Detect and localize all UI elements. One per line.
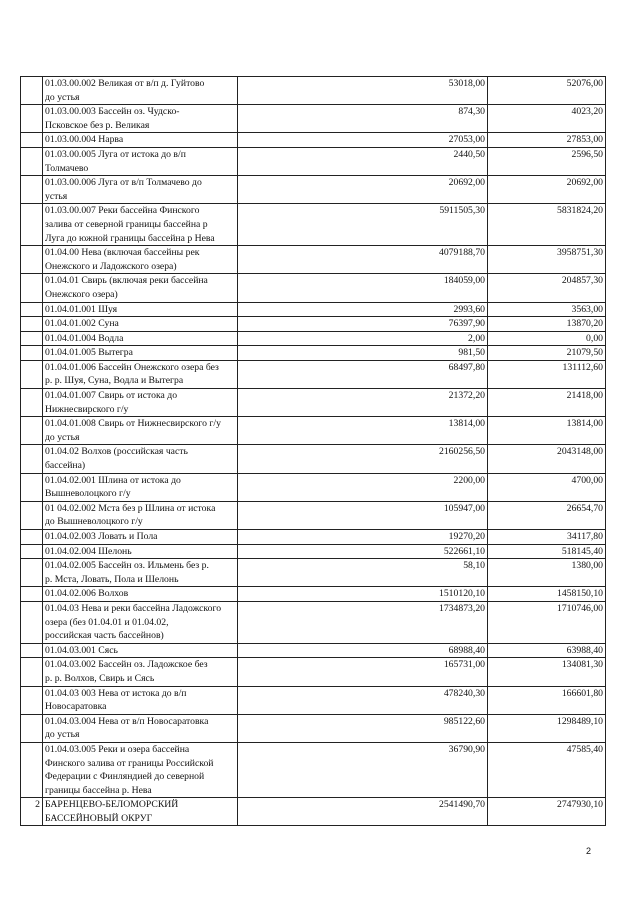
row-number (21, 686, 43, 714)
value-column-2: 20692,00 (488, 176, 606, 204)
table-row (21, 643, 606, 658)
value-column-2: 1380,00 (488, 559, 606, 587)
table-row (21, 473, 606, 501)
basin-name-line: 01.04.02.006 Волхов (45, 588, 129, 600)
value-column-1: 5911505,30 (238, 204, 488, 246)
row-number (21, 176, 43, 204)
basin-name-line: 01.04.00 Нева (включая бассейны рек (45, 247, 200, 259)
value-column-2: 5831824,20 (488, 204, 606, 246)
value-column-1: 981,50 (238, 346, 488, 361)
value-column-2: 3958751,30 (488, 246, 606, 274)
row-number (21, 445, 43, 473)
basin-name-cell (43, 798, 238, 826)
basin-name-line: Толмачево (45, 162, 89, 174)
basin-name-cell (43, 105, 238, 133)
document-sheet (20, 76, 605, 826)
table-row (21, 204, 606, 246)
value-column-2: 1298489,10 (488, 714, 606, 742)
value-column-2: 1458150,10 (488, 587, 606, 602)
basin-name-cell (43, 389, 238, 417)
table-row (21, 133, 606, 148)
basin-name-cell (43, 360, 238, 388)
basin-name-line: до Вышневолоцкого г/у (45, 516, 143, 528)
row-number (21, 473, 43, 501)
basin-name-line: 01 04.02.002 Мста без р Шлина от истока (45, 502, 216, 514)
table-row (21, 742, 606, 797)
row-number (21, 643, 43, 658)
value-column-2: 2596,50 (488, 147, 606, 175)
basin-name-line: Псковское без р. Великая (45, 119, 150, 131)
basin-name-cell (43, 530, 238, 545)
value-column-2: 27853,00 (488, 133, 606, 148)
basin-name-cell (43, 176, 238, 204)
row-number (21, 658, 43, 686)
value-column-2: 47585,40 (488, 742, 606, 797)
value-column-1: 58,10 (238, 559, 488, 587)
value-column-1: 522661,10 (238, 544, 488, 559)
row-number (21, 133, 43, 148)
row-number (21, 346, 43, 361)
water-balance-table (20, 76, 606, 826)
row-number (21, 601, 43, 643)
value-column-2: 52076,00 (488, 77, 606, 105)
table-row (21, 331, 606, 346)
value-column-2: 21079,50 (488, 346, 606, 361)
value-column-2: 131112,60 (488, 360, 606, 388)
basin-name-line: 01.03.00.003 Бассейн оз. Чудско- (45, 106, 180, 118)
basin-name-line: устья (45, 190, 68, 202)
row-number (21, 274, 43, 302)
row-number (21, 417, 43, 445)
basin-name-cell (43, 445, 238, 473)
basin-name-cell (43, 77, 238, 105)
basin-name-cell (43, 274, 238, 302)
basin-name-line: 01.03.00.007 Реки бассейна Финского (45, 205, 200, 217)
basin-name-line: 01.03.00.002 Великая от в/п д. Гуйтово (45, 78, 205, 89)
basin-name-line: 01.03.00.005 Луга от истока до в/п (45, 148, 186, 160)
row-number (21, 530, 43, 545)
basin-name-line: Федерации с Финляндией до северной (45, 771, 205, 783)
table-row (21, 658, 606, 686)
value-column-1: 874,30 (238, 105, 488, 133)
basin-name-cell (43, 417, 238, 445)
basin-name-line: р. р. Шуя, Суна, Водла и Вытегра (45, 375, 184, 387)
basin-name-line: 01.04.01.007 Свирь от истока до (45, 390, 178, 402)
value-column-1: 985122,60 (238, 714, 488, 742)
value-column-2: 204857,30 (488, 274, 606, 302)
table-row (21, 346, 606, 361)
row-number (21, 317, 43, 332)
basin-name-cell (43, 473, 238, 501)
basin-name-cell (43, 246, 238, 274)
basin-name-line: 01.04.03.004 Нева от в/п Новосаратовка (45, 715, 209, 727)
table-row (21, 302, 606, 317)
basin-name-line: до устья (45, 91, 80, 103)
row-number (21, 246, 43, 274)
value-column-2: 3563,00 (488, 302, 606, 317)
table-row (21, 147, 606, 175)
basin-name-line: Нижнесвирского г/у (45, 403, 129, 415)
basin-name-line: бассейна) (45, 460, 86, 472)
basin-name-cell (43, 559, 238, 587)
value-column-1: 21372,20 (238, 389, 488, 417)
table-row (21, 176, 606, 204)
basin-name-line: 01.04.01.008 Свирь от Нижнесвирского г/у (45, 418, 221, 430)
table-row (21, 587, 606, 602)
value-column-2: 134081,30 (488, 658, 606, 686)
row-number (21, 331, 43, 346)
table-row (21, 686, 606, 714)
basin-name-line: залива от северной границы бассейна р (45, 218, 208, 230)
value-column-2: 166601,80 (488, 686, 606, 714)
value-column-1: 27053,00 (238, 133, 488, 148)
value-column-1: 36790,90 (238, 742, 488, 797)
basin-name-cell (43, 643, 238, 658)
row-number (21, 587, 43, 602)
basin-name-line: 01.03.00.006 Луга от в/п Толмачево до (45, 177, 202, 189)
row-number (21, 147, 43, 175)
basin-name-line: Вышневолоцкого г/у (45, 488, 131, 500)
value-column-1: 20692,00 (238, 176, 488, 204)
table-row (21, 246, 606, 274)
basin-name-line: 01.04.03 Нева и реки бассейна Ладожского (45, 602, 222, 614)
value-column-1: 68497,80 (238, 360, 488, 388)
basin-name-line: 01.04.03 003 Нева от истока до в/п (45, 687, 187, 699)
basin-name-cell (43, 331, 238, 346)
basin-name-cell (43, 742, 238, 797)
table-row (21, 360, 606, 388)
value-column-1: 2,00 (238, 331, 488, 346)
value-column-1: 68988,40 (238, 643, 488, 658)
value-column-2: 1710746,00 (488, 601, 606, 643)
row-number (21, 105, 43, 133)
row-number: 2 (21, 798, 43, 826)
basin-name-cell (43, 147, 238, 175)
basin-name-line: БАРЕНЦЕВО-БЕЛОМОРСКИЙ БАССЕЙНОВЫЙ ОКРУГ (45, 799, 179, 824)
basin-name-cell (43, 346, 238, 361)
basin-name-line: Финского залива от границы Российской (45, 757, 214, 769)
value-column-2: 4023,20 (488, 105, 606, 133)
basin-name-line: 01.04.01.001 Шуя (45, 303, 118, 315)
value-column-2: 2043148,00 (488, 445, 606, 473)
basin-name-line: 01.04.01 Свирь (включая реки бассейна (45, 275, 208, 287)
value-column-1: 19270,20 (238, 530, 488, 545)
value-column-1: 478240,30 (238, 686, 488, 714)
basin-name-line: 01.03.00.004 Нарва (45, 134, 124, 146)
basin-name-line: Онежского озера) (45, 288, 118, 300)
basin-name-line: р. Мста, Ловать, Пола и Шелонь (45, 573, 179, 585)
basin-name-line: 01.04.01.006 Бассейн Онежского озера без (45, 361, 219, 373)
basin-name-line: озера (без 01.04.01 и 01.04.02, (45, 616, 169, 628)
value-column-1: 165731,00 (238, 658, 488, 686)
value-column-2: 13814,00 (488, 417, 606, 445)
row-number (21, 389, 43, 417)
basin-name-line: 01.04.03.005 Реки и озера бассейна (45, 743, 190, 755)
table-body (21, 77, 606, 826)
table-row (21, 389, 606, 417)
value-column-2: 2747930,10 (488, 798, 606, 826)
table-row (21, 105, 606, 133)
value-column-1: 2440,50 (238, 147, 488, 175)
basin-name-line: 01.04.02.003 Ловать и Пола (45, 531, 158, 542)
row-number (21, 204, 43, 246)
value-column-2: 26654,70 (488, 501, 606, 529)
basin-name-line: р. р. Волхов, Свирь и Сясь (45, 672, 155, 684)
basin-name-line: 01.04.03.002 Бассейн оз. Ладожское без (45, 659, 208, 671)
table-row (21, 601, 606, 643)
value-column-1: 13814,00 (238, 417, 488, 445)
row-number (21, 501, 43, 529)
basin-name-line: 01.04.01.005 Вытегра (45, 347, 133, 359)
value-column-1: 1734873,20 (238, 601, 488, 643)
basin-name-line: Луга до южной границы бассейна р Нева (45, 232, 215, 244)
basin-name-cell (43, 317, 238, 332)
basin-name-line: до устья (45, 431, 80, 443)
basin-name-cell (43, 686, 238, 714)
basin-name-cell (43, 544, 238, 559)
row-number (21, 360, 43, 388)
value-column-1: 105947,00 (238, 501, 488, 529)
row-number (21, 77, 43, 105)
value-column-2: 13870,20 (488, 317, 606, 332)
table-row (21, 445, 606, 473)
row-number (21, 302, 43, 317)
row-number (21, 559, 43, 587)
basin-name-cell (43, 587, 238, 602)
value-column-2: 518145,40 (488, 544, 606, 559)
value-column-2: 34117,80 (488, 530, 606, 545)
value-column-1: 2200,00 (238, 473, 488, 501)
basin-name-line: Новосаратовка (45, 701, 107, 713)
table-row (21, 530, 606, 545)
value-column-2: 63988,40 (488, 643, 606, 658)
table-row (21, 798, 606, 826)
basin-name-cell (43, 302, 238, 317)
table-row (21, 559, 606, 587)
value-column-1: 184059,00 (238, 274, 488, 302)
value-column-1: 2541490,70 (238, 798, 488, 826)
value-column-2: 4700,00 (488, 473, 606, 501)
basin-name-line: 01.04.03.001 Сясь (45, 644, 118, 656)
basin-name-line: российская часть бассейнов) (45, 630, 164, 642)
table-row (21, 714, 606, 742)
value-column-1: 53018,00 (238, 77, 488, 105)
value-column-2: 0,00 (488, 331, 606, 346)
basin-name-line: 01.04.02.004 Шелонь (45, 545, 132, 557)
table-row (21, 317, 606, 332)
row-number (21, 544, 43, 559)
basin-name-cell (43, 714, 238, 742)
basin-name-cell (43, 204, 238, 246)
table-row (21, 544, 606, 559)
basin-name-line: 01.04.02.001 Шлина от истока до (45, 474, 181, 486)
basin-name-cell (43, 658, 238, 686)
value-column-1: 2160256,50 (238, 445, 488, 473)
basin-name-line: 01.04.02 Волхов (российская часть (45, 446, 188, 458)
value-column-1: 1510120,10 (238, 587, 488, 602)
row-number (21, 742, 43, 797)
table-row (21, 274, 606, 302)
basin-name-line: 01.04.01.002 Суна (45, 318, 119, 330)
value-column-2: 21418,00 (488, 389, 606, 417)
basin-name-line: 01.04.01.004 Водла (45, 332, 124, 344)
basin-name-cell (43, 501, 238, 529)
row-number (21, 714, 43, 742)
basin-name-cell (43, 133, 238, 148)
value-column-1: 76397,90 (238, 317, 488, 332)
page-number: 2 (586, 846, 592, 856)
table-row (21, 501, 606, 529)
table-row (21, 77, 606, 105)
table-row (21, 417, 606, 445)
basin-name-line: 01.04.02.005 Бассейн оз. Ильмень без р. (45, 560, 209, 572)
value-column-1: 4079188,70 (238, 246, 488, 274)
basin-name-line: до устья (45, 729, 80, 741)
basin-name-line: границы бассейна р. Нева (45, 784, 152, 796)
value-column-1: 2993,60 (238, 302, 488, 317)
basin-name-line: Онежского и Ладожского озера) (45, 260, 177, 272)
basin-name-cell (43, 601, 238, 643)
